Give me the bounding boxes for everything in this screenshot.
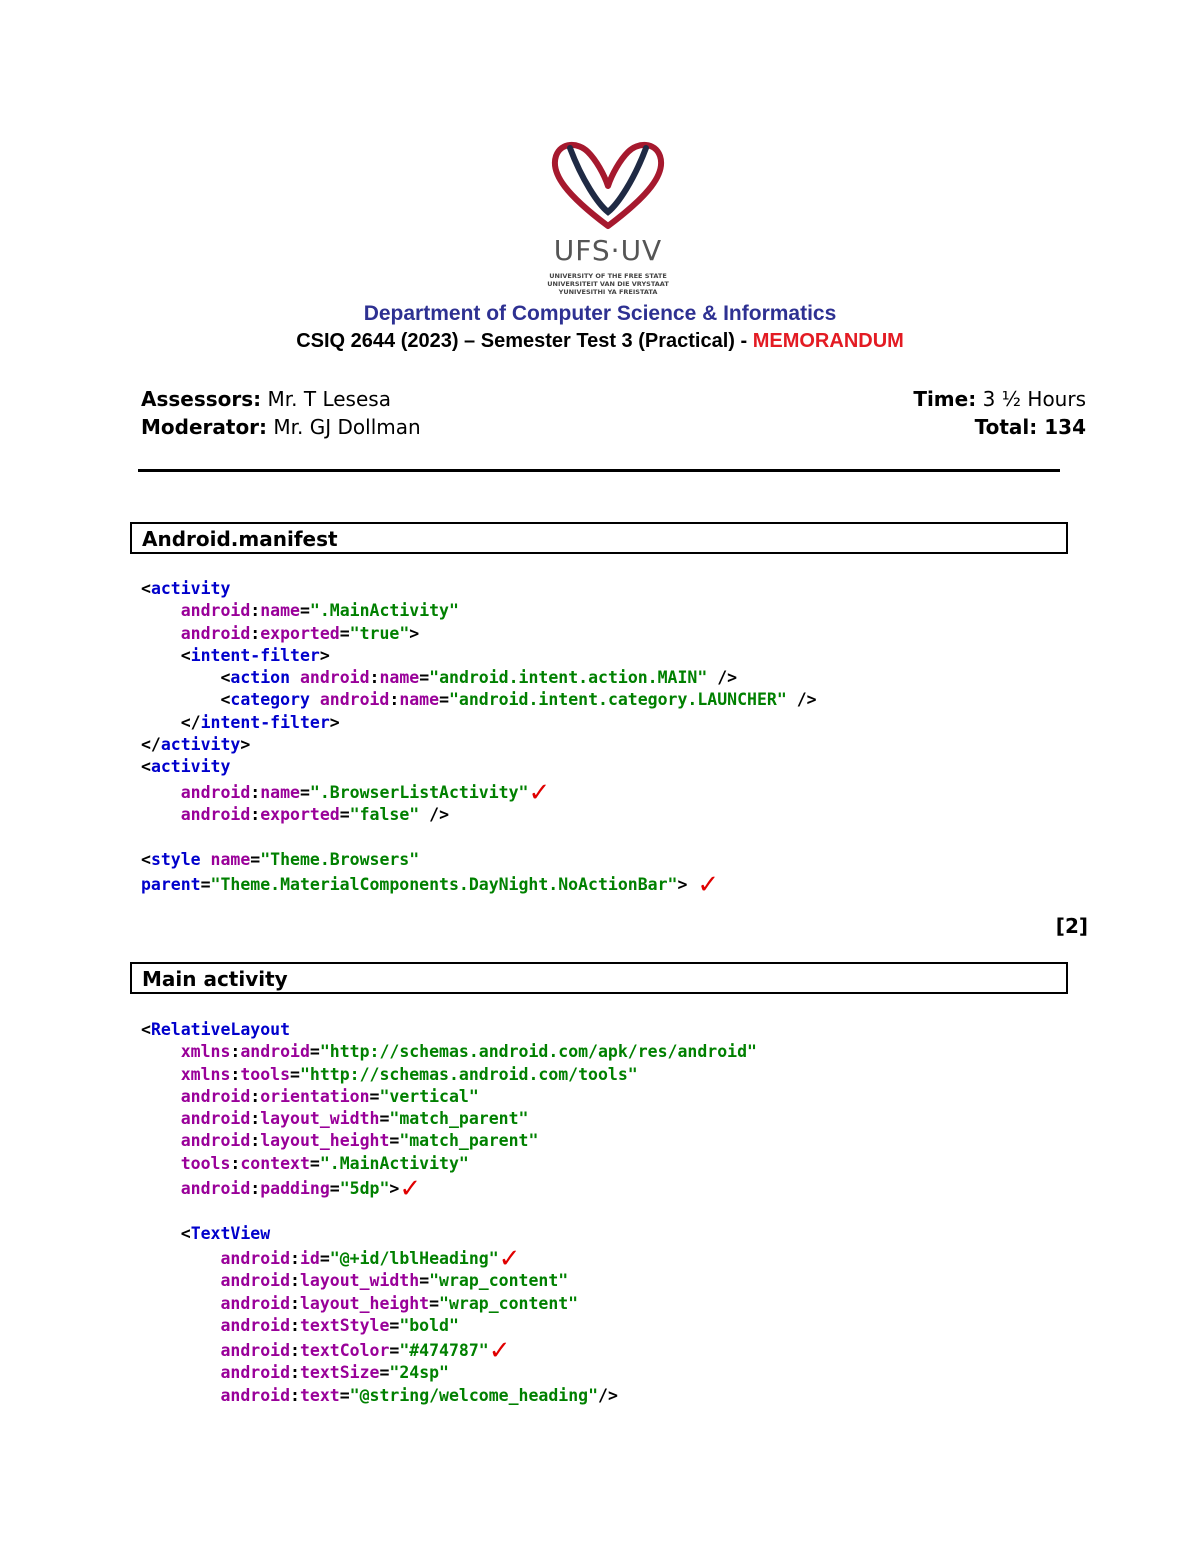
code-line — [141, 1243, 757, 1274]
code-line — [141, 1174, 757, 1205]
code-token: intent-filter — [190, 645, 320, 665]
code-line — [141, 623, 817, 645]
code-token: < — [180, 1223, 191, 1243]
logo-line-3: YUNIVESITHI YA FREISTATA — [558, 288, 658, 296]
code-token: : — [250, 1109, 261, 1129]
code-indent — [141, 783, 181, 802]
code-token: < — [141, 757, 151, 777]
code-line — [141, 689, 817, 711]
section-android-manifest — [130, 522, 1068, 554]
assessors-label: Assessors: — [141, 387, 262, 411]
code-token: < — [141, 1020, 151, 1039]
code-token: android — [240, 1042, 310, 1062]
total-value: 134 — [1037, 415, 1086, 439]
code-token: orientation — [260, 1086, 370, 1106]
code-token: id — [299, 1248, 320, 1268]
moderator-value: Mr. GJ Dollman — [267, 415, 421, 439]
code-token: = — [439, 690, 449, 710]
code-token: activity — [150, 757, 231, 777]
code-token: = — [309, 1042, 320, 1062]
code-token: = — [299, 601, 310, 621]
memorandum-label: MEMORANDUM — [752, 330, 904, 352]
code-line — [141, 667, 817, 689]
code-token: name — [210, 849, 251, 869]
code-token: ".MainActivity" — [309, 601, 459, 621]
time-line — [913, 387, 1086, 411]
code-token: android — [220, 1315, 291, 1335]
ufs-heart-v-icon — [548, 134, 668, 234]
code-token: android — [220, 1271, 291, 1291]
check-mark-icon: ✓ — [528, 777, 551, 808]
code-token: android — [180, 623, 251, 643]
code-token: = — [389, 1131, 400, 1151]
code-token: android — [220, 1341, 291, 1361]
code-indent — [141, 1065, 181, 1084]
code-token: "http://schemas.android.com/apk/res/android" — [319, 1042, 757, 1062]
code-line — [141, 1223, 757, 1245]
code-token: : — [250, 623, 261, 643]
code-line — [141, 777, 817, 808]
code-token: "wrap_content" — [439, 1293, 579, 1313]
code-line — [141, 756, 817, 778]
code-token: android — [220, 1248, 291, 1268]
code-line — [141, 712, 817, 734]
code-token: < — [220, 690, 231, 710]
code-token: textSize — [299, 1363, 380, 1383]
code-token: > — [389, 1179, 400, 1199]
code-token: /> — [419, 804, 450, 824]
code-line — [141, 869, 817, 900]
code-line — [141, 1270, 757, 1292]
code-token: > — [319, 645, 330, 665]
code-line — [141, 734, 817, 756]
moderator-label: Moderator: — [141, 415, 268, 439]
code-token: style — [150, 849, 211, 869]
code-token: : — [250, 601, 261, 621]
section-marks: [2] — [1055, 914, 1088, 938]
total-line — [975, 415, 1086, 439]
code-token: : — [369, 668, 380, 688]
code-token: = — [389, 1341, 400, 1361]
section-title: Main activity — [142, 967, 288, 991]
logo-line-1: UNIVERSITY OF THE FREE STATE — [549, 272, 667, 280]
code-token: name — [260, 782, 300, 802]
logo-wordmark: UFS·UV — [553, 234, 663, 267]
course-prefix: CSIQ 2644 (2023) – Semester Test 3 (Practical) - — [296, 330, 753, 352]
code-token: category — [230, 690, 320, 710]
code-indent — [141, 805, 181, 824]
code-token: "5dp" — [339, 1179, 390, 1199]
moderator-line — [141, 415, 421, 439]
code-token: > — [677, 874, 698, 894]
check-mark-icon: ✓ — [697, 869, 720, 900]
code-token: = — [309, 1153, 320, 1173]
code-token: = — [319, 1248, 330, 1268]
code-line — [141, 578, 817, 600]
code-token: android — [180, 1131, 251, 1151]
code-token: "@string/welcome_heading" — [349, 1385, 599, 1405]
code-token: exported — [260, 623, 340, 643]
code-token: "vertical" — [379, 1086, 479, 1106]
code-token: xmlns — [180, 1042, 231, 1062]
code-line — [141, 1108, 757, 1130]
assessors-value: Mr. T Lesesa — [261, 387, 391, 411]
code-token: = — [379, 1109, 390, 1129]
main-activity-code-block — [141, 1019, 757, 1407]
code-token: android — [180, 1109, 251, 1129]
section-main-activity — [130, 962, 1068, 994]
check-mark-icon: ✓ — [399, 1174, 422, 1205]
code-token: android — [220, 1363, 291, 1383]
code-token: : — [250, 1179, 261, 1199]
code-token: "#474787" — [399, 1341, 489, 1361]
code-token: android — [180, 1179, 251, 1199]
code-indent — [141, 1109, 181, 1128]
code-token: : — [389, 690, 400, 710]
code-line — [141, 645, 817, 667]
code-token: /> — [598, 1385, 618, 1405]
code-token: > — [409, 623, 420, 643]
code-indent — [141, 646, 181, 665]
code-line — [141, 1362, 757, 1384]
code-token: android — [180, 1086, 251, 1106]
code-token: textColor — [299, 1341, 390, 1361]
code-token: = — [250, 849, 261, 869]
check-mark-icon: ✓ — [498, 1243, 521, 1274]
code-token: "match_parent" — [399, 1131, 539, 1151]
code-indent — [141, 668, 220, 687]
code-token: "android.intent.action.MAIN" — [429, 668, 708, 688]
code-token: activity — [160, 735, 241, 755]
code-token: = — [379, 1363, 390, 1383]
code-token: "true" — [349, 623, 410, 643]
code-indent — [141, 1154, 181, 1173]
code-token: name — [379, 668, 420, 688]
code-token: "wrap_content" — [429, 1271, 569, 1291]
code-token: "bold" — [399, 1315, 459, 1335]
code-token: "android.intent.category.LAUNCHER" — [449, 690, 787, 710]
code-token: android — [319, 690, 390, 710]
code-token: ".BrowserListActivity" — [309, 782, 529, 802]
code-token: < — [180, 645, 191, 665]
code-token: = — [200, 874, 211, 894]
code-token: : — [230, 1064, 241, 1084]
time-label: Time: — [913, 387, 977, 411]
code-token: : — [290, 1341, 300, 1361]
code-token: : — [250, 1131, 261, 1151]
code-token: = — [339, 623, 350, 643]
code-token: </ — [180, 712, 201, 732]
code-line — [141, 1385, 757, 1407]
code-token: android — [299, 668, 370, 688]
code-indent — [141, 1131, 181, 1150]
code-token: name — [260, 601, 300, 621]
code-token: layout_width — [260, 1109, 380, 1129]
assessors-line — [141, 387, 391, 411]
code-token: = — [419, 1271, 430, 1291]
code-token: "http://schemas.android.com/tools" — [299, 1064, 638, 1084]
code-token: tools — [240, 1064, 291, 1084]
code-line — [141, 1153, 757, 1175]
code-token: tools — [180, 1153, 231, 1173]
code-indent — [141, 601, 181, 620]
code-line — [141, 1336, 757, 1367]
code-line — [141, 1200, 757, 1222]
code-indent — [141, 1341, 220, 1360]
code-token: /> — [786, 690, 817, 710]
code-token: action — [230, 668, 300, 688]
code-line — [141, 826, 817, 848]
code-line — [141, 804, 817, 826]
code-token: RelativeLayout — [150, 1020, 291, 1039]
code-token: android — [180, 601, 251, 621]
section-title: Android.manifest — [142, 527, 338, 551]
code-indent — [141, 1249, 220, 1268]
code-token: < — [141, 579, 151, 598]
header-divider — [138, 469, 1060, 472]
code-token: : — [250, 1086, 261, 1106]
code-token: layout_height — [260, 1131, 390, 1151]
code-token: : — [230, 1153, 241, 1173]
code-token: </ — [141, 735, 161, 755]
code-token: context — [240, 1153, 310, 1173]
code-token: = — [339, 1385, 350, 1405]
code-token: intent-filter — [200, 712, 330, 732]
code-token: = — [290, 1064, 300, 1084]
code-indent — [141, 690, 220, 709]
code-token: : — [290, 1248, 300, 1268]
logo-line-2: UNIVERSITEIT VAN DIE VRYSTAAT — [547, 280, 669, 288]
code-token: padding — [260, 1179, 330, 1199]
code-token: xmlns — [180, 1064, 231, 1084]
code-token: : — [250, 804, 261, 824]
code-line — [141, 1019, 757, 1041]
code-line — [141, 1315, 757, 1337]
code-line — [141, 1041, 757, 1063]
code-token: > — [240, 735, 251, 755]
check-mark-icon: ✓ — [488, 1336, 511, 1367]
code-token: "@+id/lblHeading" — [329, 1248, 499, 1268]
total-label: Total: — [974, 415, 1038, 439]
code-token: = — [389, 1315, 400, 1335]
code-indent — [141, 1363, 220, 1382]
code-token: : — [290, 1315, 300, 1335]
code-token: : — [230, 1042, 241, 1062]
code-token: exported — [260, 804, 340, 824]
code-token: /> — [707, 668, 738, 688]
code-token: : — [250, 782, 261, 802]
code-line — [141, 1130, 757, 1152]
code-line — [141, 849, 817, 871]
code-token: android — [220, 1385, 291, 1405]
code-token: android — [220, 1293, 291, 1313]
code-token: name — [399, 690, 440, 710]
code-indent — [141, 1271, 220, 1290]
course-title — [0, 330, 1200, 353]
code-token: text — [299, 1385, 340, 1405]
code-token: activity — [150, 579, 231, 598]
code-line — [141, 1086, 757, 1108]
code-token: > — [329, 712, 340, 732]
code-token: "Theme.Browsers" — [260, 849, 420, 869]
time-value: 3 ½ Hours — [976, 387, 1086, 411]
code-token: ".MainActivity" — [319, 1153, 469, 1173]
code-token: = — [369, 1086, 380, 1106]
code-indent — [141, 1224, 181, 1243]
code-token: parent — [141, 874, 201, 894]
code-token: = — [339, 804, 350, 824]
code-token: android — [180, 782, 251, 802]
code-token: = — [329, 1179, 340, 1199]
code-token: : — [290, 1293, 300, 1313]
code-indent — [141, 1386, 220, 1405]
code-indent — [141, 1294, 220, 1313]
code-token: = — [419, 668, 430, 688]
manifest-code-block — [141, 578, 817, 900]
code-token: : — [290, 1385, 300, 1405]
code-indent — [141, 624, 181, 643]
code-indent — [141, 713, 181, 732]
code-token: = — [429, 1293, 440, 1313]
code-indent — [141, 1316, 220, 1335]
code-token: : — [290, 1363, 300, 1383]
code-line — [141, 600, 817, 622]
code-token: = — [299, 782, 310, 802]
code-token: < — [141, 849, 151, 869]
code-token: layout_width — [299, 1271, 420, 1291]
code-indent — [141, 1087, 181, 1106]
code-token: : — [290, 1271, 300, 1291]
code-token: "24sp" — [389, 1363, 449, 1383]
code-token: layout_height — [299, 1293, 430, 1313]
code-indent — [141, 1179, 181, 1198]
code-token: "Theme.MaterialComponents.DayNight.NoActionBar" — [210, 874, 678, 894]
code-token: textStyle — [299, 1315, 390, 1335]
code-line — [141, 1064, 757, 1086]
ufs-logo — [548, 134, 668, 304]
code-token: "false" — [349, 804, 420, 824]
code-token: "match_parent" — [389, 1109, 529, 1129]
code-token: TextView — [190, 1223, 271, 1243]
code-token: android — [180, 804, 251, 824]
code-line — [141, 1293, 757, 1315]
code-indent — [141, 1042, 181, 1061]
department-title: Department of Computer Science & Informatics — [363, 302, 837, 325]
code-token: < — [220, 668, 231, 688]
